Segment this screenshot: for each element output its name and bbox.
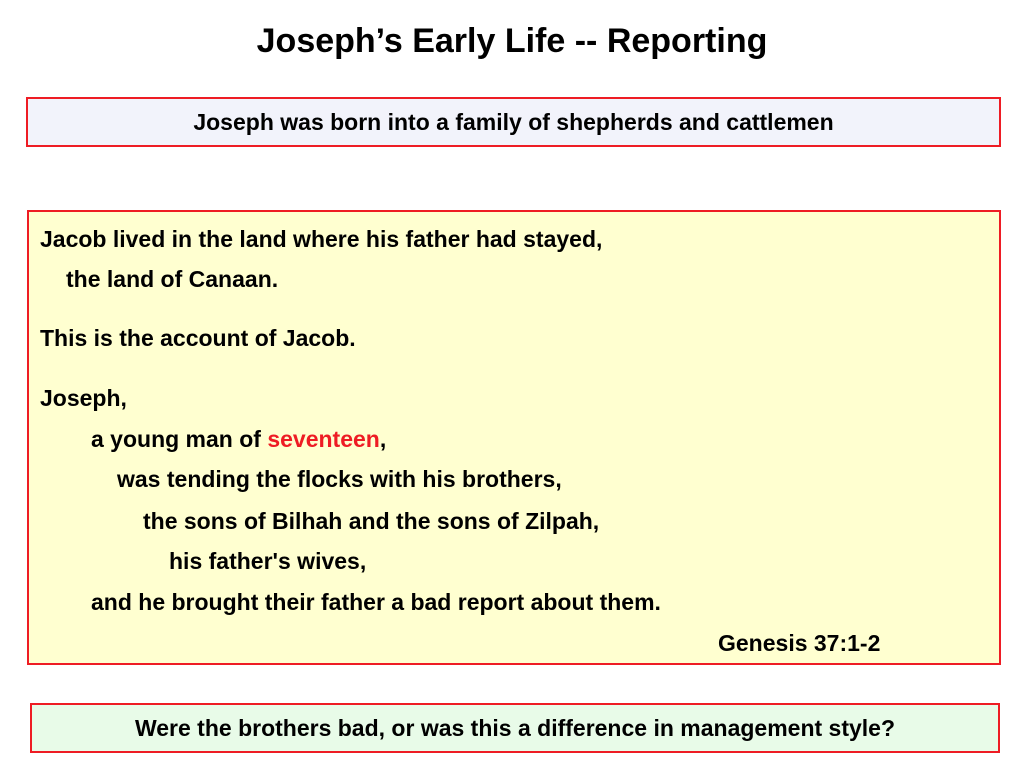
scripture-line-5-start: a young man of <box>91 426 268 452</box>
scripture-line-9: and he brought their father a bad report about them. <box>91 589 661 615</box>
scripture-line-1: Jacob lived in the land where his father had stayed, <box>40 226 603 252</box>
highlighted-age: seventeen <box>267 426 380 452</box>
scripture-line-4: Joseph, <box>40 385 127 411</box>
scripture-line-2: the land of Canaan. <box>66 266 279 292</box>
question-text: Were the brothers bad, or was this a difference in management style? <box>134 714 896 741</box>
scripture-line-3: This is the account of Jacob. <box>40 325 356 351</box>
slide-title: Joseph’s Early Life -- Reporting <box>256 22 768 60</box>
scripture-line-5 <box>91 425 386 453</box>
scripture-box <box>27 210 1001 665</box>
scripture-line-6: was tending the flocks with his brothers, <box>117 466 562 492</box>
scripture-line-5-end: , <box>379 426 387 452</box>
subtitle-box <box>26 97 1001 147</box>
subtitle-text: Joseph was born into a family of shepherds and cattlemen <box>193 108 834 135</box>
scripture-reference: Genesis 37:1-2 <box>718 630 881 656</box>
question-box <box>30 703 1000 753</box>
scripture-line-8: his father's wives, <box>169 548 367 574</box>
scripture-line-7: the sons of Bilhah and the sons of Zilpah, <box>143 508 600 534</box>
